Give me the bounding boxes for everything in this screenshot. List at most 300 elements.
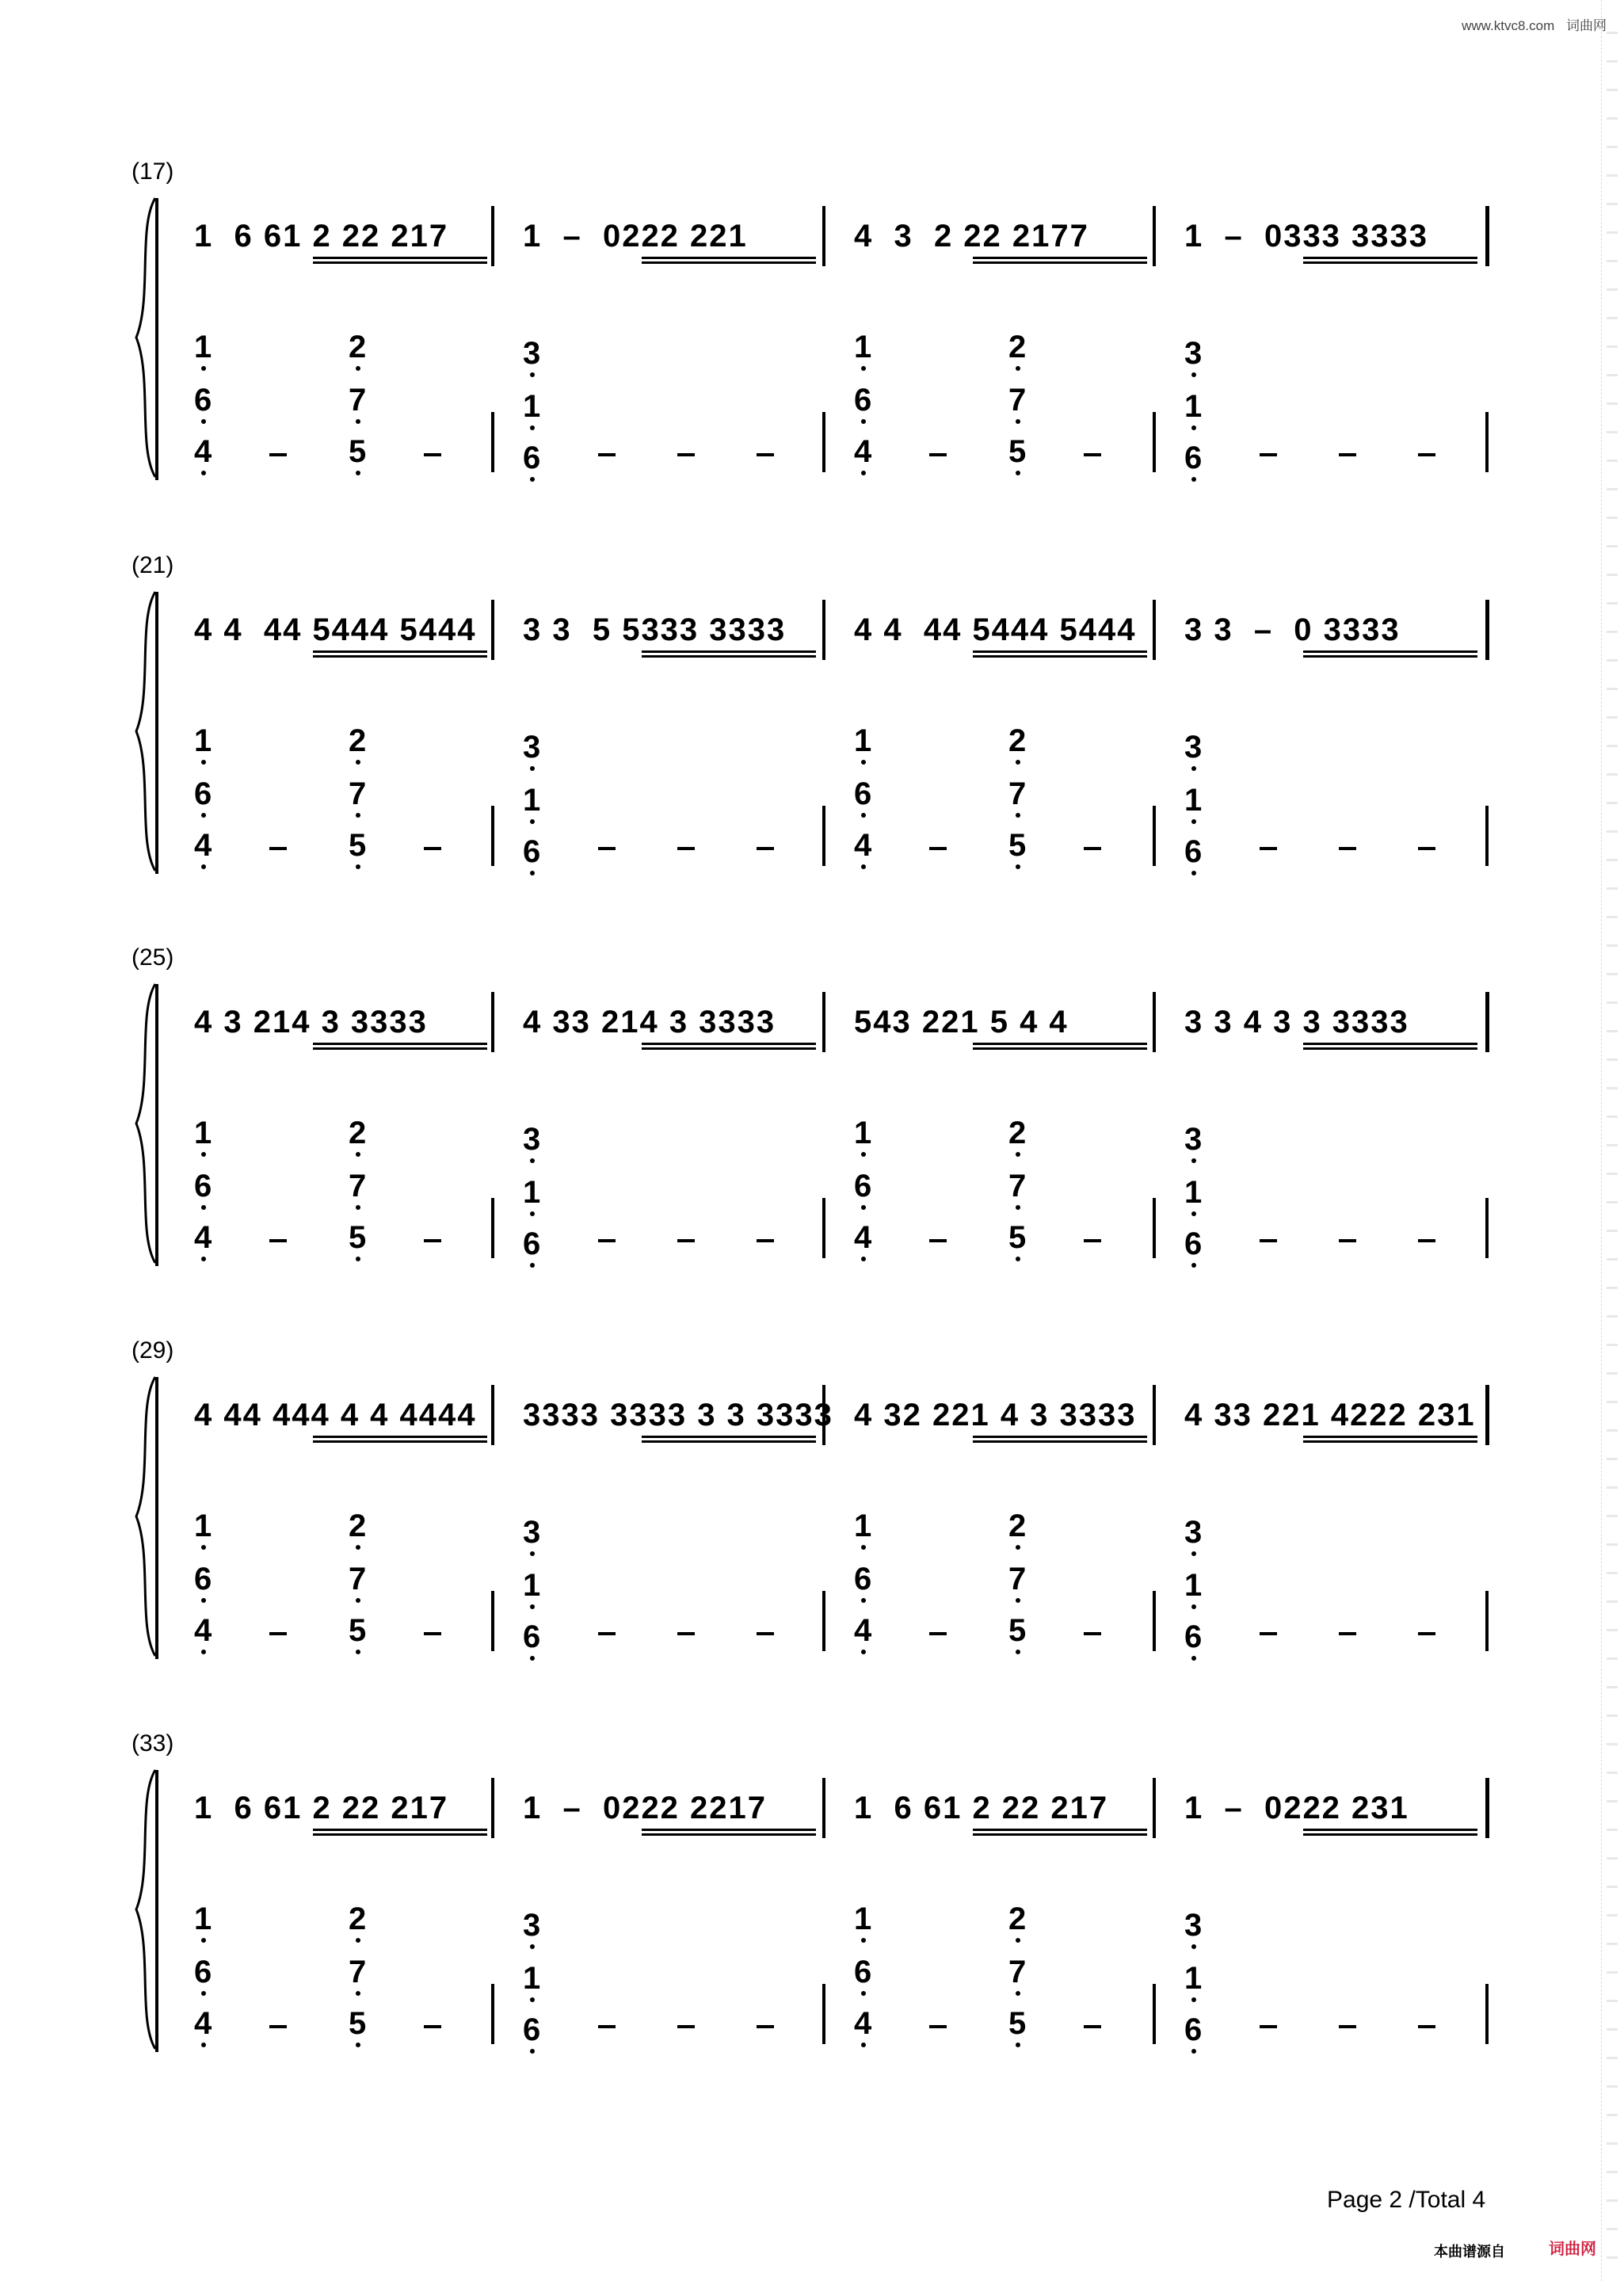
bass-note: 2 bbox=[349, 1901, 367, 1936]
melody-beam bbox=[313, 1833, 487, 1836]
watermark-mark bbox=[1607, 117, 1618, 120]
measure-number: (25) bbox=[132, 944, 174, 971]
octave-dot bbox=[1016, 419, 1020, 424]
watermark-mark bbox=[1607, 545, 1618, 547]
sustain-dash bbox=[598, 1632, 616, 1635]
octave-dot bbox=[530, 766, 535, 771]
melody-beam bbox=[642, 1440, 816, 1443]
bass-note: 6 bbox=[854, 383, 872, 418]
bass-note: 6 bbox=[1184, 1619, 1203, 1654]
sustain-dash bbox=[1260, 2025, 1277, 2028]
system-start-line bbox=[155, 1770, 158, 2052]
sustain-dash bbox=[757, 847, 774, 850]
sustain-dash bbox=[929, 1632, 947, 1635]
watermark-mark bbox=[1607, 1173, 1618, 1175]
sustain-dash bbox=[424, 847, 441, 850]
bass-note: 1 bbox=[194, 1509, 212, 1543]
octave-dot bbox=[861, 2043, 866, 2047]
sustain-dash bbox=[929, 453, 947, 456]
watermark-mark bbox=[1607, 2028, 1618, 2031]
bass-barline bbox=[491, 412, 494, 472]
sustain-dash bbox=[929, 2025, 947, 2028]
watermark-mark bbox=[1607, 973, 1618, 975]
sustain-dash bbox=[1339, 1239, 1356, 1242]
bass-note: 1 bbox=[1184, 389, 1203, 424]
melody-measure: 4 33 214 3 3333 bbox=[523, 1005, 776, 1039]
watermark-mark bbox=[1607, 916, 1618, 918]
treble-barline bbox=[1485, 600, 1489, 660]
page-number: Page 2 /Total 4 bbox=[1327, 2187, 1486, 2213]
watermark-mark bbox=[1607, 1287, 1618, 1289]
melody-beam bbox=[973, 655, 1147, 658]
sustain-dash bbox=[269, 1632, 287, 1635]
treble-barline bbox=[491, 1778, 494, 1838]
bass-note: 4 bbox=[854, 2006, 872, 2041]
bass-note: 6 bbox=[523, 834, 541, 869]
melody-beam bbox=[313, 261, 487, 264]
octave-dot bbox=[201, 1545, 206, 1550]
bass-note: 3 bbox=[523, 336, 541, 371]
system-start-line bbox=[155, 592, 158, 874]
octave-dot bbox=[356, 1991, 360, 1996]
bass-note: 7 bbox=[1008, 776, 1027, 811]
watermark-mark bbox=[1607, 1087, 1618, 1089]
watermark-mark bbox=[1607, 2256, 1618, 2259]
bass-note: 5 bbox=[349, 2006, 367, 2041]
bass-note: 6 bbox=[1184, 2012, 1203, 2047]
melody-beam bbox=[313, 655, 487, 658]
octave-dot bbox=[530, 425, 535, 430]
sustain-dash bbox=[677, 453, 695, 456]
watermark-mark bbox=[1607, 174, 1618, 177]
sustain-dash bbox=[269, 1239, 287, 1242]
treble-barline bbox=[491, 600, 494, 660]
watermark-mark bbox=[1607, 1372, 1618, 1375]
bass-note: 5 bbox=[1008, 1613, 1027, 1648]
watermark-mark bbox=[1607, 1914, 1618, 1917]
melody-beam bbox=[973, 1833, 1147, 1836]
bass-note: 2 bbox=[1008, 1901, 1027, 1936]
sustain-dash bbox=[677, 2025, 695, 2028]
watermark-mark bbox=[1607, 631, 1618, 633]
bass-note: 5 bbox=[1008, 434, 1027, 469]
watermark-mark bbox=[1607, 716, 1618, 719]
watermark-mark bbox=[1607, 2171, 1618, 2173]
octave-dot bbox=[530, 1211, 535, 1216]
octave-dot bbox=[861, 760, 866, 765]
score-system bbox=[119, 552, 1505, 885]
watermark-mark bbox=[1607, 1943, 1618, 1945]
melody-beam bbox=[1303, 257, 1477, 259]
octave-dot bbox=[1191, 1158, 1196, 1163]
octave-dot bbox=[356, 2043, 360, 2047]
watermark-mark bbox=[1607, 431, 1618, 433]
bass-note: 6 bbox=[194, 1169, 212, 1203]
melody-beam bbox=[1303, 1833, 1477, 1836]
melody-measure: 1 6 61 2 22 217 bbox=[194, 1791, 449, 1825]
watermark-mark bbox=[1607, 688, 1618, 690]
octave-dot bbox=[861, 1205, 866, 1210]
watermark-mark bbox=[1607, 1315, 1618, 1318]
score-system bbox=[119, 1730, 1505, 2063]
watermark-mark bbox=[1607, 231, 1618, 234]
octave-dot bbox=[1016, 760, 1020, 765]
watermark-mark bbox=[1607, 859, 1618, 861]
sustain-dash bbox=[1339, 847, 1356, 850]
octave-dot bbox=[1016, 2043, 1020, 2047]
octave-dot bbox=[530, 871, 535, 875]
melody-measure: 4 32 221 4 3 3333 bbox=[854, 1398, 1137, 1432]
bass-barline bbox=[491, 1591, 494, 1651]
watermark-mark bbox=[1607, 1971, 1618, 1974]
octave-dot bbox=[530, 1604, 535, 1609]
octave-dot bbox=[861, 1650, 866, 1654]
octave-dot bbox=[201, 1205, 206, 1210]
melody-beam bbox=[313, 1047, 487, 1050]
bass-note: 1 bbox=[523, 1568, 541, 1603]
octave-dot bbox=[530, 1944, 535, 1949]
watermark-mark bbox=[1607, 203, 1618, 205]
octave-dot bbox=[530, 1158, 535, 1163]
sustain-dash bbox=[1084, 453, 1101, 456]
octave-dot bbox=[1191, 1604, 1196, 1609]
melody-beam bbox=[313, 1829, 487, 1831]
bass-note: 2 bbox=[349, 723, 367, 758]
bass-note: 5 bbox=[1008, 2006, 1027, 2041]
watermark-mark bbox=[1607, 1486, 1618, 1489]
credit-text: 本曲谱源自 bbox=[1434, 2244, 1505, 2260]
system-start-line bbox=[155, 1377, 158, 1659]
bass-barline bbox=[491, 1984, 494, 2044]
watermark-mark bbox=[1607, 1829, 1618, 1831]
bass-note: 1 bbox=[1184, 1175, 1203, 1210]
bass-note: 4 bbox=[194, 434, 212, 469]
system-start-line bbox=[155, 984, 158, 1266]
octave-dot bbox=[1016, 864, 1020, 869]
bass-barline bbox=[822, 806, 825, 866]
bass-note: 5 bbox=[349, 1220, 367, 1255]
octave-dot bbox=[530, 372, 535, 377]
watermark-mark bbox=[1607, 345, 1618, 348]
melody-beam bbox=[973, 1829, 1147, 1831]
bass-barline bbox=[1153, 806, 1156, 866]
sustain-dash bbox=[1339, 2025, 1356, 2028]
octave-dot bbox=[1191, 1551, 1196, 1556]
octave-dot bbox=[1191, 1997, 1196, 2002]
sustain-dash bbox=[1418, 1239, 1435, 1242]
bass-note: 4 bbox=[854, 1613, 872, 1648]
bass-note: 6 bbox=[194, 1562, 212, 1596]
melody-measure: 1 – 0333 3333 bbox=[1184, 219, 1429, 254]
watermark-mark bbox=[1607, 1401, 1618, 1403]
bass-note: 6 bbox=[523, 2012, 541, 2047]
bass-note: 3 bbox=[1184, 730, 1203, 765]
bass-barline bbox=[1485, 806, 1489, 866]
treble-barline bbox=[1153, 1385, 1156, 1445]
sustain-dash bbox=[1260, 847, 1277, 850]
bass-note: 4 bbox=[854, 434, 872, 469]
sustain-dash bbox=[598, 453, 616, 456]
octave-dot bbox=[201, 813, 206, 818]
melody-measure: 3 3 – 0 3333 bbox=[1184, 612, 1401, 647]
melody-beam bbox=[642, 1043, 816, 1045]
octave-dot bbox=[201, 1257, 206, 1261]
measure-number: (17) bbox=[132, 158, 174, 185]
bass-note: 4 bbox=[854, 1220, 872, 1255]
octave-dot bbox=[356, 1650, 360, 1654]
octave-dot bbox=[1191, 1944, 1196, 1949]
melody-beam bbox=[642, 1833, 816, 1836]
octave-dot bbox=[530, 1656, 535, 1661]
bass-note: 5 bbox=[1008, 1220, 1027, 1255]
watermark-mark bbox=[1607, 32, 1618, 34]
octave-dot bbox=[530, 1263, 535, 1268]
bass-note: 7 bbox=[1008, 1955, 1027, 1989]
watermark-mark bbox=[1607, 517, 1618, 519]
watermark-mark bbox=[1607, 1230, 1618, 1232]
bass-note: 4 bbox=[194, 2006, 212, 2041]
melody-beam bbox=[973, 257, 1147, 259]
octave-dot bbox=[861, 1545, 866, 1550]
watermark-mark bbox=[1607, 1857, 1618, 1860]
bass-note: 6 bbox=[194, 383, 212, 418]
sustain-dash bbox=[424, 453, 441, 456]
octave-dot bbox=[356, 1938, 360, 1943]
sustain-dash bbox=[757, 1632, 774, 1635]
bass-note: 1 bbox=[194, 1901, 212, 1936]
watermark-mark bbox=[1607, 1429, 1618, 1432]
watermark-mark bbox=[1607, 802, 1618, 804]
treble-barline bbox=[822, 1778, 825, 1838]
treble-barline bbox=[1485, 992, 1489, 1052]
octave-dot bbox=[861, 471, 866, 475]
melody-beam bbox=[1303, 1047, 1477, 1050]
bass-note: 7 bbox=[1008, 1169, 1027, 1203]
bass-note: 7 bbox=[1008, 1562, 1027, 1596]
bass-note: 1 bbox=[854, 723, 872, 758]
watermark-mark bbox=[1607, 2142, 1618, 2145]
system-brace bbox=[132, 981, 163, 1266]
bass-note: 1 bbox=[194, 330, 212, 364]
sustain-dash bbox=[269, 453, 287, 456]
bass-note: 1 bbox=[194, 1116, 212, 1150]
melody-beam bbox=[973, 1043, 1147, 1045]
watermark-mark bbox=[1607, 2057, 1618, 2059]
watermark-mark bbox=[1607, 1657, 1618, 1660]
watermark-mark bbox=[1607, 317, 1618, 319]
melody-beam bbox=[642, 1829, 816, 1831]
watermark-mark bbox=[1607, 830, 1618, 833]
sustain-dash bbox=[269, 2025, 287, 2028]
melody-measure: 4 44 444 4 4 4444 bbox=[194, 1398, 477, 1432]
bass-note: 1 bbox=[194, 723, 212, 758]
measure-number: (29) bbox=[132, 1337, 174, 1364]
octave-dot bbox=[1191, 819, 1196, 824]
bass-note: 6 bbox=[523, 441, 541, 475]
system-brace bbox=[132, 1374, 163, 1659]
system-brace bbox=[132, 589, 163, 874]
bass-barline bbox=[1485, 1984, 1489, 2044]
watermark-mark bbox=[1607, 1743, 1618, 1745]
bass-note: 3 bbox=[523, 1908, 541, 1943]
bass-note: 2 bbox=[349, 330, 367, 364]
sustain-dash bbox=[1418, 2025, 1435, 2028]
melody-beam bbox=[642, 655, 816, 658]
octave-dot bbox=[861, 1152, 866, 1157]
watermark-mark bbox=[1607, 260, 1618, 262]
sustain-dash bbox=[1084, 1239, 1101, 1242]
melody-beam bbox=[1303, 655, 1477, 658]
bass-note: 6 bbox=[523, 1226, 541, 1261]
melody-measure: 3 3 5 5333 3333 bbox=[523, 612, 787, 647]
bass-barline bbox=[491, 1198, 494, 1258]
sustain-dash bbox=[1418, 847, 1435, 850]
bass-note: 2 bbox=[349, 1509, 367, 1543]
treble-barline bbox=[1485, 206, 1489, 266]
bass-note: 1 bbox=[854, 330, 872, 364]
melody-measure: 1 6 61 2 22 217 bbox=[194, 219, 449, 254]
melody-beam bbox=[642, 261, 816, 264]
octave-dot bbox=[1191, 2049, 1196, 2054]
watermark-mark bbox=[1607, 1144, 1618, 1146]
watermark-mark bbox=[1607, 887, 1618, 890]
score-system bbox=[119, 944, 1505, 1277]
watermark-mark bbox=[1607, 1258, 1618, 1261]
melody-measure: 1 – 0222 2217 bbox=[523, 1791, 768, 1825]
melody-beam bbox=[313, 650, 487, 653]
bass-note: 5 bbox=[1008, 828, 1027, 863]
octave-dot bbox=[861, 813, 866, 818]
bass-barline bbox=[491, 806, 494, 866]
bass-note: 3 bbox=[523, 730, 541, 765]
treble-barline bbox=[1153, 1778, 1156, 1838]
bass-barline bbox=[822, 1984, 825, 2044]
sustain-dash bbox=[929, 847, 947, 850]
bass-note: 6 bbox=[194, 1955, 212, 1989]
sustain-dash bbox=[677, 1632, 695, 1635]
melody-measure: 3333 3333 3 3 3333 bbox=[523, 1398, 833, 1432]
melody-beam bbox=[973, 650, 1147, 653]
octave-dot bbox=[861, 1991, 866, 1996]
bass-note: 6 bbox=[854, 1562, 872, 1596]
melody-beam bbox=[973, 1440, 1147, 1443]
sustain-dash bbox=[424, 1632, 441, 1635]
watermark-mark bbox=[1607, 2085, 1618, 2088]
melody-beam bbox=[642, 650, 816, 653]
bass-note: 4 bbox=[194, 1613, 212, 1648]
melody-measure: 4 4 44 5444 5444 bbox=[854, 612, 1137, 647]
bass-barline bbox=[1153, 1984, 1156, 2044]
watermark-mark bbox=[1607, 659, 1618, 662]
sustain-dash bbox=[598, 847, 616, 850]
melody-measure: 1 – 0222 231 bbox=[1184, 1791, 1409, 1825]
treble-barline bbox=[1485, 1778, 1489, 1838]
bass-note: 6 bbox=[194, 776, 212, 811]
bass-note: 6 bbox=[1184, 834, 1203, 869]
octave-dot bbox=[861, 419, 866, 424]
octave-dot bbox=[1191, 372, 1196, 377]
octave-dot bbox=[201, 471, 206, 475]
bass-note: 5 bbox=[349, 1613, 367, 1648]
octave-dot bbox=[1016, 813, 1020, 818]
site-url: www.ktvc8.com bbox=[1462, 18, 1555, 33]
treble-barline bbox=[822, 206, 825, 266]
sustain-dash bbox=[929, 1239, 947, 1242]
bass-barline bbox=[1153, 1591, 1156, 1651]
site-brand: 词曲网 bbox=[1566, 18, 1607, 33]
bass-note: 1 bbox=[1184, 1568, 1203, 1603]
melody-beam bbox=[642, 257, 816, 259]
melody-measure: 4 4 44 5444 5444 bbox=[194, 612, 477, 647]
watermark-mark bbox=[1607, 1629, 1618, 1631]
bass-note: 1 bbox=[1184, 783, 1203, 818]
octave-dot bbox=[356, 864, 360, 869]
octave-dot bbox=[1016, 1598, 1020, 1603]
melody-measure: 4 33 221 4222 231 bbox=[1184, 1398, 1476, 1432]
watermark-mark bbox=[1607, 2228, 1618, 2230]
bass-note: 3 bbox=[523, 1515, 541, 1550]
bass-note: 6 bbox=[854, 1955, 872, 1989]
octave-dot bbox=[1016, 1257, 1020, 1261]
octave-dot bbox=[201, 366, 206, 371]
treble-barline bbox=[822, 600, 825, 660]
octave-dot bbox=[1191, 477, 1196, 482]
bass-barline bbox=[822, 1591, 825, 1651]
watermark-mark bbox=[1607, 60, 1618, 63]
melody-measure: 543 221 5 4 4 bbox=[854, 1005, 1069, 1039]
octave-dot bbox=[1016, 366, 1020, 371]
octave-dot bbox=[201, 1598, 206, 1603]
octave-dot bbox=[1191, 1656, 1196, 1661]
bass-note: 1 bbox=[1184, 1961, 1203, 1996]
bass-note: 1 bbox=[523, 1961, 541, 1996]
octave-dot bbox=[201, 1991, 206, 1996]
octave-dot bbox=[201, 2043, 206, 2047]
bass-barline bbox=[1153, 1198, 1156, 1258]
bass-note: 4 bbox=[194, 828, 212, 863]
watermark-mark bbox=[1607, 1572, 1618, 1574]
watermark-mark bbox=[1607, 488, 1618, 490]
bass-note: 1 bbox=[854, 1509, 872, 1543]
melody-measure: 4 3 214 3 3333 bbox=[194, 1005, 428, 1039]
system-brace bbox=[132, 1767, 163, 2052]
watermark-mark bbox=[1607, 1201, 1618, 1203]
bass-note: 5 bbox=[349, 828, 367, 863]
watermark-mark bbox=[1607, 1543, 1618, 1546]
watermark-mark bbox=[1607, 1515, 1618, 1517]
bass-barline bbox=[822, 1198, 825, 1258]
bass-note: 2 bbox=[1008, 1509, 1027, 1543]
octave-dot bbox=[530, 2049, 535, 2054]
watermark-mark bbox=[1607, 374, 1618, 376]
watermark-mark bbox=[1607, 1886, 1618, 1888]
bass-note: 4 bbox=[854, 828, 872, 863]
melody-beam bbox=[313, 1043, 487, 1045]
watermark-mark bbox=[1607, 1800, 1618, 1802]
sustain-dash bbox=[757, 453, 774, 456]
melody-beam bbox=[1303, 1436, 1477, 1438]
side-watermark-strip bbox=[1601, 0, 1624, 2281]
octave-dot bbox=[1016, 1991, 1020, 1996]
octave-dot bbox=[1016, 1545, 1020, 1550]
score-system bbox=[119, 158, 1505, 491]
melody-beam bbox=[973, 1047, 1147, 1050]
watermark-mark bbox=[1607, 944, 1618, 947]
melody-beam bbox=[1303, 650, 1477, 653]
octave-dot bbox=[530, 819, 535, 824]
bass-note: 3 bbox=[523, 1122, 541, 1157]
melody-measure: 1 6 61 2 22 217 bbox=[854, 1791, 1109, 1825]
